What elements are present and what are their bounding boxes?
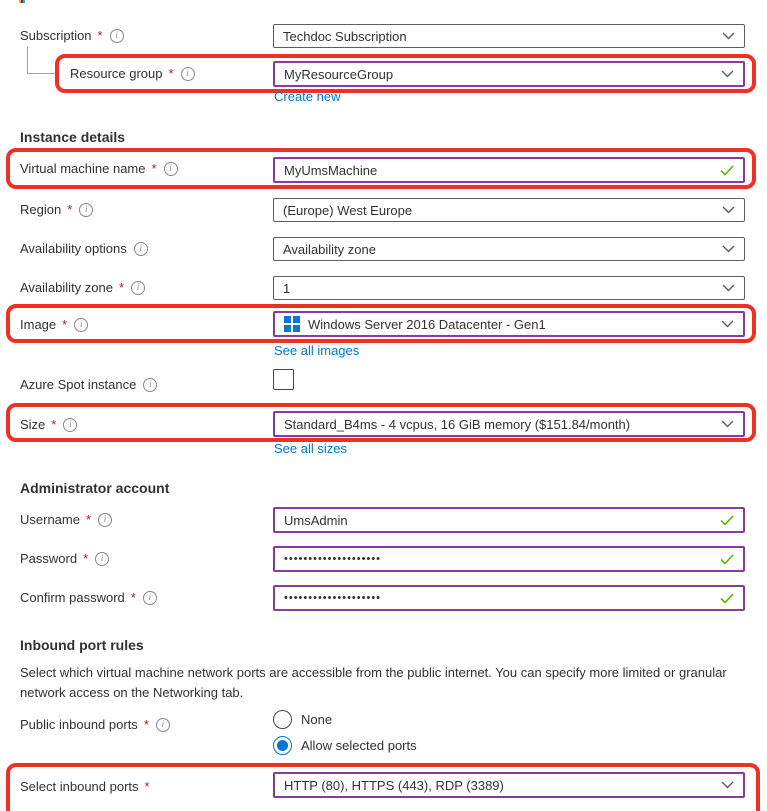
select-inbound-ports-label-text: Select inbound ports: [20, 779, 139, 794]
info-icon[interactable]: i: [131, 281, 145, 295]
chevron-down-icon: [721, 420, 734, 428]
radio-allow-selected-ports[interactable]: [273, 736, 417, 755]
create-new-link[interactable]: Create new: [274, 89, 341, 104]
availability-options-label: [20, 241, 148, 256]
chevron-down-icon: [721, 781, 734, 789]
azure-spot-checkbox[interactable]: [273, 369, 294, 390]
public-inbound-ports-label-text: Public inbound ports: [20, 717, 138, 732]
image-dropdown[interactable]: [273, 311, 745, 337]
info-icon[interactable]: i: [164, 162, 178, 176]
public-inbound-ports-label: [20, 717, 170, 732]
valid-checkmark-icon: [720, 165, 734, 176]
radio-allow-selected-ports-label: Allow selected ports: [301, 738, 417, 753]
info-icon[interactable]: i: [74, 318, 88, 332]
size-label-text: Size: [20, 417, 46, 432]
azure-spot-label: [20, 377, 157, 392]
image-label: [20, 317, 88, 332]
username-value: UmsAdmin: [284, 512, 348, 528]
inbound-description: Select which virtual machine network ports are accessible from the public internet. You can specify more limited or granular network access on the Networking tab.: [20, 665, 727, 701]
azure-spot-label-text: Azure Spot instance: [20, 377, 137, 392]
select-inbound-ports-label: [20, 779, 150, 794]
region-label-text: Region: [20, 202, 62, 217]
instance-details-header: Instance details: [20, 129, 126, 145]
password-input[interactable]: [273, 546, 745, 572]
radio-circle-selected-icon: [273, 736, 292, 755]
username-label-text: Username: [20, 512, 80, 527]
vm-name-input[interactable]: [273, 157, 745, 183]
chevron-down-icon: [722, 245, 735, 253]
required-marker: *: [62, 317, 68, 332]
availability-zone-value: 1: [283, 280, 291, 296]
subscription-dropdown[interactable]: [273, 24, 745, 48]
required-marker: *: [143, 717, 149, 732]
region-dropdown[interactable]: [273, 198, 745, 222]
resource-group-value: MyResourceGroup: [284, 66, 394, 82]
availability-options-label-text: Availability options: [20, 241, 127, 256]
username-label: [20, 512, 112, 527]
password-label-text: Password: [20, 551, 78, 566]
info-icon[interactable]: i: [143, 591, 157, 605]
confirm-password-input[interactable]: [273, 585, 745, 611]
resource-group-label: [70, 66, 195, 81]
subscription-value: Techdoc Subscription: [283, 28, 407, 44]
info-icon[interactable]: i: [98, 513, 112, 527]
select-inbound-ports-dropdown[interactable]: [273, 772, 745, 798]
info-icon[interactable]: i: [143, 378, 157, 392]
resource-group-dropdown[interactable]: [273, 61, 745, 87]
radio-none[interactable]: [273, 710, 332, 729]
availability-zone-label: [20, 280, 145, 295]
subscription-label-text: Subscription: [20, 28, 92, 43]
required-marker: *: [67, 202, 73, 217]
radio-none-label: None: [301, 712, 333, 727]
password-label: [20, 551, 109, 566]
required-marker: *: [130, 590, 136, 605]
required-marker: *: [118, 280, 125, 295]
required-marker: *: [83, 551, 89, 566]
region-value: (Europe) West Europe: [283, 202, 413, 218]
confirm-password-value: ••••••••••••••••••••: [284, 592, 382, 604]
region-label: [20, 202, 93, 217]
required-marker: *: [168, 66, 174, 81]
chevron-down-icon: [721, 320, 734, 328]
required-marker: *: [97, 28, 103, 43]
availability-zone-label-text: Availability zone: [20, 280, 113, 295]
info-icon[interactable]: i: [134, 242, 148, 256]
required-marker: *: [85, 512, 92, 527]
availability-options-dropdown[interactable]: [273, 237, 745, 261]
chevron-down-icon: [722, 284, 735, 292]
cropped-content-remnant: [19, 0, 26, 4]
size-dropdown[interactable]: [273, 411, 745, 437]
vm-name-label-text: Virtual machine name: [20, 161, 146, 176]
info-icon[interactable]: i: [110, 29, 124, 43]
chevron-down-icon: [722, 206, 735, 214]
valid-checkmark-icon: [720, 593, 734, 604]
username-input[interactable]: [273, 507, 745, 533]
chevron-down-icon: [722, 32, 735, 40]
radio-circle-icon: [273, 710, 292, 729]
administrator-account-header: Administrator account: [20, 480, 170, 496]
select-inbound-ports-value: HTTP (80), HTTPS (443), RDP (3389): [284, 777, 504, 793]
confirm-password-label: [20, 590, 157, 605]
required-marker: *: [144, 779, 150, 794]
vm-name-value: MyUmsMachine: [284, 162, 378, 178]
tree-connector-horizontal: [27, 73, 56, 74]
tree-connector-vertical: [27, 47, 28, 74]
resource-group-label-text: Resource group: [70, 66, 163, 81]
info-icon[interactable]: i: [63, 418, 77, 432]
availability-options-value: Availability zone: [283, 241, 376, 257]
see-all-images-link[interactable]: See all images: [274, 343, 360, 358]
image-label-text: Image: [20, 317, 57, 332]
required-marker: *: [151, 161, 157, 176]
confirm-password-label-text: Confirm password: [20, 590, 125, 605]
password-value: ••••••••••••••••••••: [284, 553, 382, 565]
required-marker: *: [51, 417, 57, 432]
info-icon[interactable]: i: [156, 718, 170, 732]
subscription-label: [20, 28, 124, 43]
vm-name-label: [20, 161, 178, 176]
valid-checkmark-icon: [720, 554, 734, 565]
info-icon[interactable]: i: [95, 552, 109, 566]
chevron-down-icon: [721, 70, 734, 78]
info-icon[interactable]: i: [79, 203, 93, 217]
windows-logo-icon: [284, 316, 300, 332]
see-all-sizes-link[interactable]: See all sizes: [274, 441, 347, 456]
inbound-port-rules-header: Inbound port rules: [20, 637, 144, 653]
valid-checkmark-icon: [720, 515, 734, 526]
size-value: Standard_B4ms - 4 vcpus, 16 GiB memory ($151.84/month): [284, 416, 631, 432]
size-label: [20, 417, 77, 432]
image-value: Windows Server 2016 Datacenter - Gen1: [308, 316, 546, 332]
availability-zone-dropdown[interactable]: [273, 276, 745, 300]
info-icon[interactable]: i: [181, 67, 195, 81]
